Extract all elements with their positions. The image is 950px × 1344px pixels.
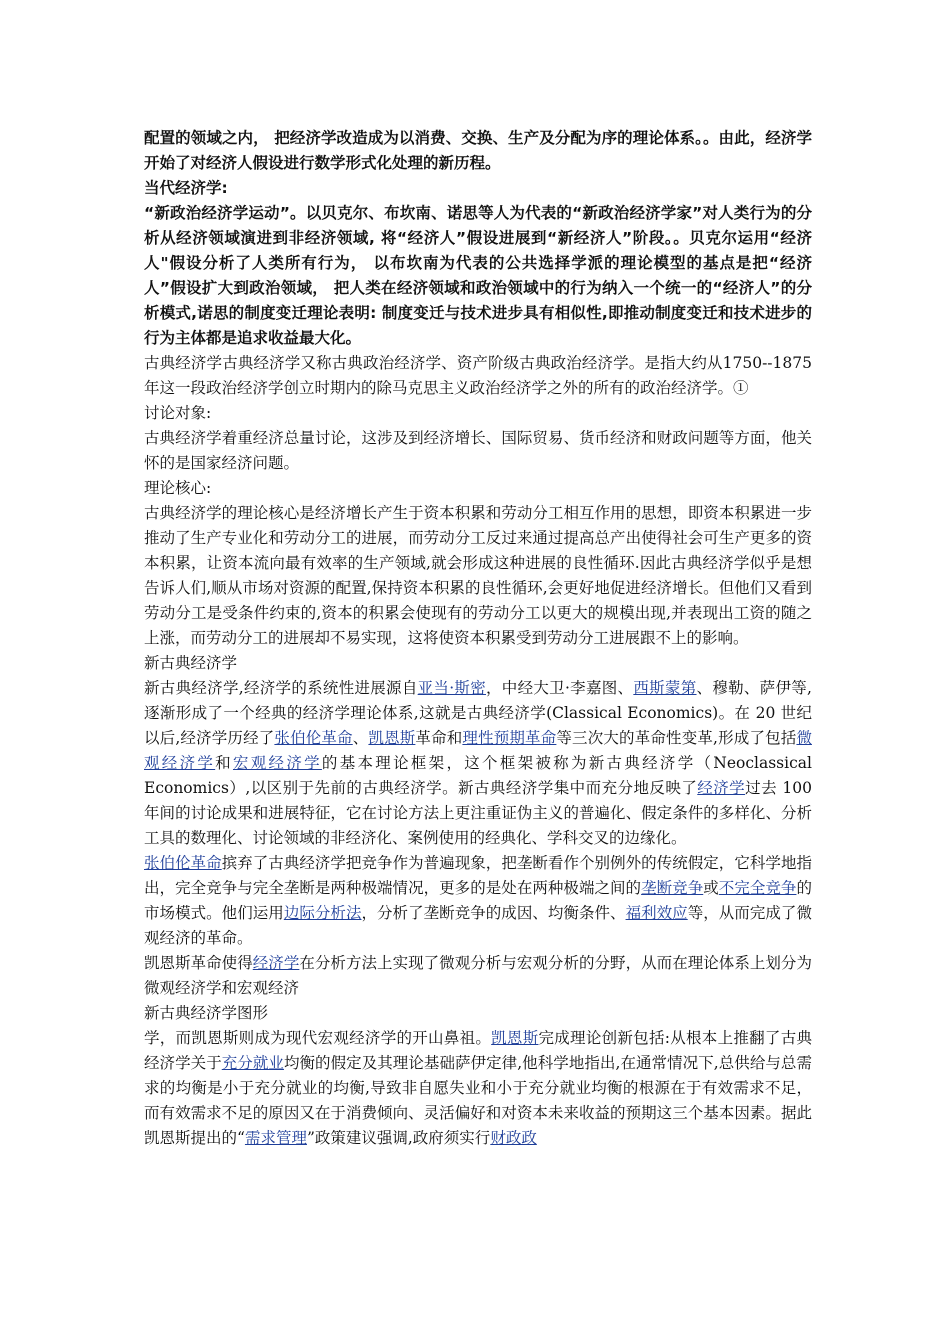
link-welfare-effect[interactable]: 福利效应 [625, 904, 688, 922]
link-fiscal-policy[interactable]: 财政政 [490, 1129, 537, 1147]
text-run: ，中经大卫·李嘉图、 [486, 679, 634, 697]
text-run: 学，而凯恩斯则成为现代宏观经济学的开山鼻祖。 [144, 1029, 492, 1047]
text-run: 摈弃了古典经济学把竞争作为普遍现象，把垄断看作个别例外的传统假定，它科学地指出，完全竞争与完全垄断是两种极端情况，更多的是处在两种极端之间的 [144, 854, 812, 897]
text-run: 等三次大的革命性变革,形成了包括 [556, 729, 797, 747]
text-run: 、穆勒、萨伊等,逐渐形成了一个经典的经济学理论体系,这就是古典经济学(Classical Economics)。在 20 世纪以后,经济学历经了 [144, 679, 812, 747]
link-monopolistic-competition[interactable]: 垄断竞争 [641, 879, 704, 897]
text-run: 过去 100 年间的讨论成果和进展特征，它在讨论方法上更注重证伪主义的普遍化、假定条件的多样化、分析工具的数理化、讨论领域的非经济化、案例使用的经典化、学科交叉的边缘化。 [144, 779, 812, 847]
classical-object-paragraph: 古典经济学着重经济总量讨论，这涉及到经济增长、国际贸易、货币经济和财政问题等方面，他关怀的是国家经济问题。 [144, 429, 812, 472]
link-imperfect-competition[interactable]: 不完全竞争 [718, 879, 797, 897]
neoclassical-heading: 新古典经济学 [144, 654, 238, 672]
new-political-economy-paragraph: “新政治经济学运动”。以贝克尔、布坎南、诺思等人为代表的“新政治经济学家”对人类行为的分析从经济领域演进到非经济领域, 将“经济人”假设进展到“新经济人”阶段。。贝克尔运用“经济人"假设分析了人类所有行为， 以布坎南为代表的公共选择学派的理论模型的基点是把“经济人”假设扩大到政治领域， 把人类在经济领域和政治领域中的行为纳入一个统一的“经济人”的分析模式,诺思的制度变迁理论表明: 制度变迁与技术进步具有相似性,即推动制度变迁和技术进步的行为主体都是追求收益最大化。 [144, 204, 812, 347]
classical-intro-paragraph: 古典经济学古典经济学又称古典政治经济学、资产阶级古典政治经济学。是指大约从1750--1875 年这一段政治经济学创立时期内的除马克思主义政治经济学之外的所有的政治经济学。① [144, 354, 812, 397]
keynes-innovation-paragraph [144, 1026, 812, 1151]
link-economics[interactable]: 经济学 [252, 954, 300, 972]
text-run: 和 [215, 754, 233, 772]
chamberlin-paragraph [144, 851, 812, 951]
neoclassical-figure-label: 新古典经济学图形 [144, 1004, 269, 1022]
link-keynes[interactable]: 凯恩斯 [491, 1029, 539, 1047]
link-economics[interactable]: 经济学 [697, 779, 746, 797]
link-keynes[interactable]: 凯恩斯 [368, 729, 416, 747]
text-run: 新古典经济学,经济学的系统性进展源自 [144, 679, 418, 697]
contemporary-economics-label: 当代经济学: [144, 179, 228, 197]
text-run: 革命和 [415, 729, 463, 747]
text-run: 均衡的假定及其理论基础萨伊定律,他科学地指出,在通常情况下,总供给与总需求的均衡是小于充分就业的均衡,导致非自愿失业和小于充分就业均衡的根源在于有效需求不足，而有效需求不足的原因又在于消费倾向、灵活偏好和对资本未来收益的预期这三个基本因素。据此凯恩斯提出的“ [144, 1054, 812, 1147]
classical-object-label: 讨论对象: [144, 404, 212, 422]
classical-core-paragraph: 古典经济学的理论核心是经济增长产生于资本积累和劳动分工相互作用的思想，即资本积累进一步推动了生产专业化和劳动分工的进展，而劳动分工反过来通过提高总产出使得社会可生产更多的资本积累，让资本流向最有效率的生产领域,就会形成这种进展的良性循环.因此古典经济学似乎是想告诉人们,顺从市场对资源的配置,保持资本积累的良性循环,会更好地促进经济增长。但他们又看到劳动分工是受条件约束的,资本的积累会使现有的劳动分工以更大的规模出现,并表现出工资的随之上涨，而劳动分工的进展却不易实现，这将使资本积累受到劳动分工进展跟不上的影响。 [144, 504, 812, 647]
text-run: 等，从而完成了微观经济的革命。 [144, 904, 812, 947]
link-chamberlin-revolution[interactable]: 张伯伦革命 [274, 729, 353, 747]
link-sismondi[interactable]: 西斯蒙第 [633, 679, 697, 697]
text-run: 完成理论创新包括:从根本上推翻了古典经济学关于 [144, 1029, 812, 1072]
text-run: 凯恩斯革命使得 [144, 954, 253, 972]
text-run: 、 [352, 729, 369, 747]
link-rational-expectations-revolution[interactable]: 理性预期革命 [462, 729, 557, 747]
text-run: ”政策建议强调,政府须实行 [306, 1129, 491, 1147]
link-demand-management[interactable]: 需求管理 [244, 1129, 307, 1147]
classical-core-label: 理论核心: [144, 479, 212, 497]
text-run: 的市场模式。他们运用 [144, 879, 812, 922]
text-run: ，分析了垄断竞争的成因、均衡条件、 [361, 904, 626, 922]
contemporary-intro-paragraph: 配置的领域之内， 把经济学改造成为以消费、交换、生产及分配为序的理论体系。。由此，经济学开始了对经济人假设进行数学形式化处理的新历程。 [144, 129, 812, 172]
document-page [144, 126, 812, 1151]
text-run: 的基本理论框架，这个框架被称为新古典经济学（Neoclassical Economics）,以区别于先前的古典经济学。新古典经济学集中而充分地反映了 [144, 754, 812, 797]
link-marginal-analysis[interactable]: 边际分析法 [283, 904, 362, 922]
link-full-employment[interactable]: 充分就业 [221, 1054, 284, 1072]
text-run: 或 [703, 879, 719, 897]
link-adam-smith[interactable]: 亚当·斯密 [417, 679, 487, 697]
keynesian-revolution-paragraph [144, 951, 812, 1001]
link-microeconomics[interactable]: 微观经济学 [144, 729, 812, 772]
text-run: 在分析方法上实现了微观分析与宏观分析的分野，从而在理论体系上划分为微观经济学和宏观经济 [144, 954, 812, 997]
link-macroeconomics[interactable]: 宏观经济学 [232, 754, 322, 772]
neoclassical-paragraph-1 [144, 676, 812, 851]
link-chamberlin-revolution[interactable]: 张伯伦革命 [144, 854, 222, 872]
